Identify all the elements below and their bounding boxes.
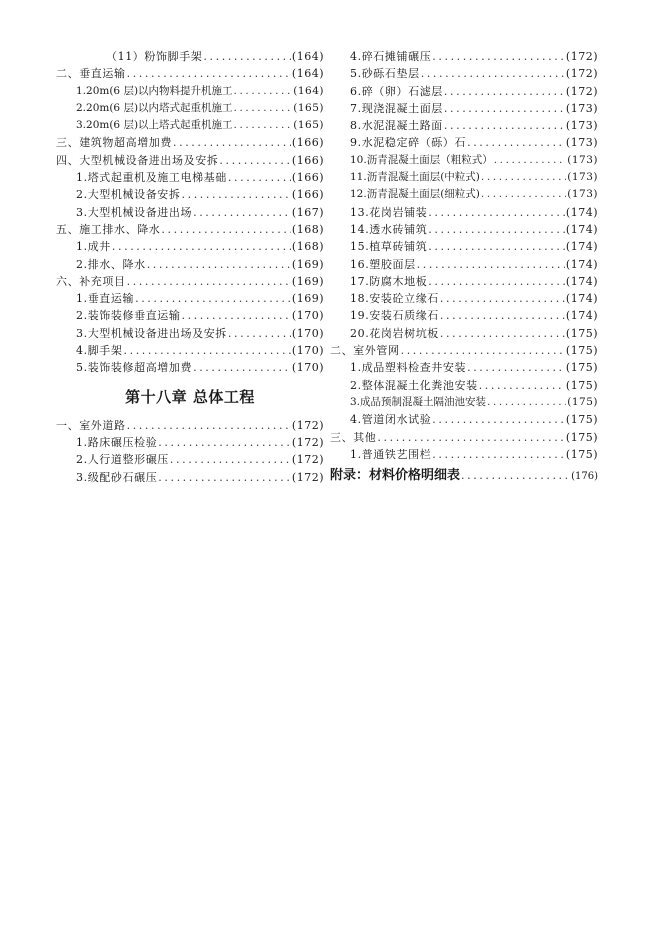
toc-entry-title: 五、施工排水、降水 [56, 222, 161, 236]
toc-entry-title: （11）粉饰脚手架 [106, 50, 203, 63]
toc-entry-title: 3.大型机械设备进出场 [76, 205, 193, 219]
toc-entry-page: (174) [565, 205, 598, 219]
toc-entry[interactable] [330, 411, 598, 428]
toc-dot-leader [428, 238, 565, 255]
toc-entry[interactable] [56, 169, 324, 186]
toc-entry-page: (172) [565, 50, 598, 63]
toc-entry[interactable] [330, 83, 598, 100]
toc-dot-leader [467, 359, 565, 376]
toc-dot-leader [487, 394, 566, 411]
toc-entry[interactable] [56, 325, 324, 342]
toc-entry-title: 1.20m(6 层)以内物料提升机施工 [76, 84, 233, 97]
toc-entry[interactable] [56, 417, 324, 434]
toc-dot-leader [124, 342, 291, 359]
toc-entry[interactable] [56, 256, 324, 273]
toc-entry-title: 14.透水砖铺筑 [350, 222, 428, 236]
toc-entry-page: (166) [291, 171, 324, 185]
toc-dot-leader [193, 204, 291, 221]
toc-entry-page: (166) [291, 188, 324, 202]
toc-dot-leader [127, 417, 291, 434]
toc-entry-title: 16.塑胶面层 [350, 257, 416, 271]
toc-entry-page: (175) [565, 344, 598, 358]
toc-entry[interactable] [330, 273, 598, 290]
toc-entry[interactable] [330, 325, 598, 342]
toc-dot-leader [417, 256, 565, 273]
toc-dot-leader [234, 83, 293, 100]
toc-entry[interactable] [56, 117, 324, 134]
toc-entry[interactable] [56, 83, 324, 100]
toc-dot-leader [444, 100, 565, 117]
toc-entry-page: (166) [291, 136, 324, 150]
toc-entry-title: 8.水泥混凝土路面 [350, 119, 443, 133]
toc-entry-title: 六、补充项目 [56, 274, 126, 288]
toc-right-column [330, 48, 598, 487]
toc-entry-title: 1.垂直运输 [76, 292, 135, 306]
toc-entry-page: (174) [565, 309, 598, 323]
toc-entry-title: 10.沥青混凝土面层（粗粒式） [350, 153, 493, 166]
toc-dot-leader [481, 169, 566, 186]
toc-entry-title: 二、垂直运输 [56, 67, 126, 81]
toc-entry-title: 4.碎石摊铺碾压 [350, 50, 432, 63]
toc-entry-title: 二、室外管网 [330, 344, 400, 358]
toc-entry-page: (175) [565, 361, 598, 375]
toc-entry[interactable] [56, 238, 324, 255]
toc-entry-title: 四、大型机械设备进出场及安拆 [56, 153, 219, 167]
toc-dot-leader [494, 152, 567, 169]
toc-entry-title: 4.管道闭水试验 [350, 413, 432, 427]
toc-entry[interactable] [56, 434, 324, 451]
toc-dot-leader [135, 290, 291, 307]
toc-entry-page: (173) [565, 136, 598, 150]
toc-entry[interactable] [330, 429, 598, 446]
toc-entry-page: (172) [565, 67, 598, 81]
toc-dot-leader [401, 342, 565, 359]
toc-entry-page: (165) [293, 101, 324, 114]
toc-entry[interactable] [56, 204, 324, 221]
toc-entry-title: 1.成井 [76, 240, 111, 254]
toc-entry[interactable] [330, 204, 598, 221]
toc-entry-page: (168) [291, 222, 324, 236]
toc-entry-page: (172) [291, 435, 324, 449]
toc-entry-page: (164) [293, 84, 324, 97]
toc-entry-page: (173) [565, 101, 598, 115]
appendix-title: 附录：材料价格明细表 [330, 468, 461, 484]
toc-entry-title: 5.砂砾石垫层 [350, 67, 420, 81]
toc-dot-leader [432, 411, 565, 428]
toc-dot-leader [444, 83, 565, 100]
toc-dot-leader [127, 65, 291, 82]
toc-dot-leader [127, 273, 291, 290]
toc-entry-title: 2.20m(6 层)以内塔式起重机施工 [76, 101, 233, 114]
toc-entry[interactable] [330, 186, 598, 203]
toc-entry-page: (174) [565, 222, 598, 236]
toc-dot-leader [479, 377, 565, 394]
toc-entry-title: 三、建筑物超高增加费 [56, 136, 172, 150]
toc-entry[interactable] [330, 377, 598, 394]
toc-dot-leader [170, 451, 291, 468]
toc-dot-leader [112, 238, 291, 255]
toc-dot-leader [481, 186, 566, 203]
toc-entry[interactable] [56, 221, 324, 238]
toc-entry[interactable] [56, 48, 324, 65]
toc-entry[interactable] [56, 186, 324, 203]
toc-entry-page: (175) [565, 430, 598, 444]
toc-entry-title: 三、其他 [330, 430, 377, 444]
toc-dot-leader [182, 307, 291, 324]
toc-dot-leader [234, 117, 293, 134]
toc-dot-leader [432, 446, 565, 463]
toc-entry[interactable] [330, 169, 598, 186]
toc-dot-leader [428, 204, 565, 221]
toc-entry[interactable] [56, 100, 324, 117]
toc-entry-page: (173) [565, 119, 598, 133]
toc-entry-page: (173) [567, 171, 598, 184]
toc-entry-page: (174) [565, 274, 598, 288]
toc-entry-title: 6.碎（卵）石滤层 [350, 84, 443, 98]
toc-dot-leader [467, 134, 565, 151]
toc-dot-leader [203, 48, 291, 65]
toc-entry[interactable] [330, 134, 598, 151]
toc-entry-page: (172) [565, 84, 598, 98]
toc-entry[interactable] [330, 342, 598, 359]
toc-entry[interactable] [330, 48, 598, 65]
toc-entry-title: 4.脚手架 [76, 344, 123, 358]
toc-dot-leader [444, 117, 565, 134]
toc-entry-title: 18.安装砼立缘石 [350, 292, 439, 306]
toc-entry-page: (169) [291, 257, 324, 271]
toc-entry-page: (174) [565, 240, 598, 254]
toc-entry-page: (173) [567, 153, 598, 166]
toc-dot-leader [193, 359, 291, 376]
toc-entry-title: 3.大型机械设备进出场及安拆 [76, 326, 227, 340]
toc-entry[interactable] [56, 469, 324, 486]
toc-entry-title: 2.人行道整形碾压 [76, 453, 169, 467]
toc-dot-leader [161, 221, 291, 238]
toc-appendix-entry[interactable] [330, 465, 598, 487]
toc-dot-leader [440, 325, 565, 342]
toc-entry[interactable] [56, 342, 324, 359]
toc-entry-page: (170) [291, 361, 324, 375]
toc-entry[interactable] [330, 256, 598, 273]
toc-entry-title: 2.装饰装修垂直运输 [76, 309, 181, 323]
toc-dot-leader [461, 465, 570, 487]
toc-dot-leader [228, 325, 291, 342]
toc-dot-leader [219, 152, 291, 169]
toc-entry[interactable] [56, 134, 324, 151]
toc-entry[interactable] [330, 307, 598, 324]
toc-entry-page: (170) [291, 344, 324, 358]
toc-entry-page: (164) [291, 67, 324, 81]
toc-dot-leader [428, 221, 565, 238]
toc-entry-title: 1.路床碾压检验 [76, 435, 158, 449]
toc-entry[interactable] [330, 394, 598, 411]
toc-dot-leader [147, 256, 291, 273]
toc-dot-leader [182, 186, 291, 203]
toc-entry-title: 19.安装石质缘石 [350, 309, 439, 323]
toc-entry[interactable] [56, 451, 324, 468]
toc-entry-page: (165) [293, 119, 324, 132]
toc-entry-page: (175) [565, 447, 598, 461]
toc-entry[interactable] [56, 65, 324, 82]
toc-entry-title: 2.整体混凝土化粪池安装 [350, 378, 478, 392]
toc-entry-page: (167) [291, 205, 324, 219]
toc-entry[interactable] [330, 359, 598, 376]
toc-dot-leader [158, 434, 291, 451]
toc-entry[interactable] [330, 65, 598, 82]
toc-entry-title: 1.成品塑料检查井安装 [350, 361, 467, 375]
toc-entry-page: (170) [291, 326, 324, 340]
toc-entry-page: (164) [291, 50, 324, 63]
toc-entry-page: (169) [291, 274, 324, 288]
toc-entry-page: (175) [567, 395, 598, 408]
toc-entry-title: 12.沥青混凝土面层(细粒式) [350, 188, 480, 201]
toc-dot-leader [440, 290, 565, 307]
toc-entry[interactable] [56, 359, 324, 376]
toc-entry-page: (172) [291, 418, 324, 432]
toc-dot-leader [440, 307, 565, 324]
toc-entry-title: 1.普通铁艺围栏 [350, 447, 432, 461]
toc-dot-leader [377, 429, 565, 446]
toc-entry-page: (175) [565, 378, 598, 392]
toc-entry-page: (172) [291, 470, 324, 484]
toc-entry-title: 7.现浇混凝土面层 [350, 101, 443, 115]
toc-entry-page: (169) [291, 292, 324, 306]
toc-entry[interactable] [56, 273, 324, 290]
toc-dot-leader [228, 169, 291, 186]
toc-entry-page: (174) [565, 292, 598, 306]
toc-entry-title: 15.植草砖铺筑 [350, 240, 428, 254]
toc-entry-title: 3.20m(6 层)以上塔式起重机施工 [76, 119, 233, 132]
toc-entry-title: 3.级配砂石碾压 [76, 470, 158, 484]
toc-left-column [56, 48, 324, 486]
toc-entry-title: 2.排水、降水 [76, 257, 146, 271]
toc-entry[interactable] [56, 290, 324, 307]
toc-entry[interactable] [330, 152, 598, 169]
toc-entry-page: (170) [291, 309, 324, 323]
toc-dot-leader [421, 65, 565, 82]
toc-entry[interactable] [330, 100, 598, 117]
toc-entry-title: 3.成品预制混凝土隔油池安装 [350, 395, 487, 408]
toc-entry-page: (166) [291, 153, 324, 167]
toc-entry-title: 一、室外道路 [56, 418, 126, 432]
chapter-title: 第十八章 总体工程 [125, 387, 255, 406]
toc-entry[interactable] [330, 117, 598, 134]
toc-entry-title: 9.水泥稳定碎（砾）石 [350, 136, 467, 150]
toc-entry-page: (175) [565, 326, 598, 340]
toc-entry[interactable] [330, 446, 598, 463]
toc-entry[interactable] [330, 290, 598, 307]
toc-entry-title: 13.花岗岩铺装 [350, 205, 428, 219]
toc-entry-page: (175) [565, 413, 598, 427]
toc-entry[interactable] [330, 238, 598, 255]
toc-entry-title: 11.沥青混凝土面层(中粒式) [350, 171, 480, 184]
toc-dot-leader [158, 469, 291, 486]
toc-dot-leader [234, 100, 293, 117]
toc-entry-title: 2.大型机械设备安拆 [76, 188, 181, 202]
toc-entry-page: (172) [291, 453, 324, 467]
toc-entry-title: 1.塔式起重机及施工电梯基础 [76, 171, 227, 185]
toc-entry[interactable] [330, 221, 598, 238]
toc-entry[interactable] [56, 307, 324, 324]
appendix-page: (176) [571, 471, 598, 483]
toc-entry[interactable] [56, 152, 324, 169]
toc-entry-page: (168) [291, 240, 324, 254]
toc-entry-page: (173) [567, 188, 598, 201]
toc-entry-page: (174) [565, 257, 598, 271]
toc-entry-title: 5.装饰装修超高增加费 [76, 361, 193, 375]
toc-dot-leader [428, 273, 565, 290]
toc-dot-leader [432, 48, 565, 65]
toc-entry-title: 20.花岗岩树坑板 [350, 326, 439, 340]
toc-entry-title: 17.防腐木地板 [350, 274, 428, 288]
toc-dot-leader [173, 134, 291, 151]
